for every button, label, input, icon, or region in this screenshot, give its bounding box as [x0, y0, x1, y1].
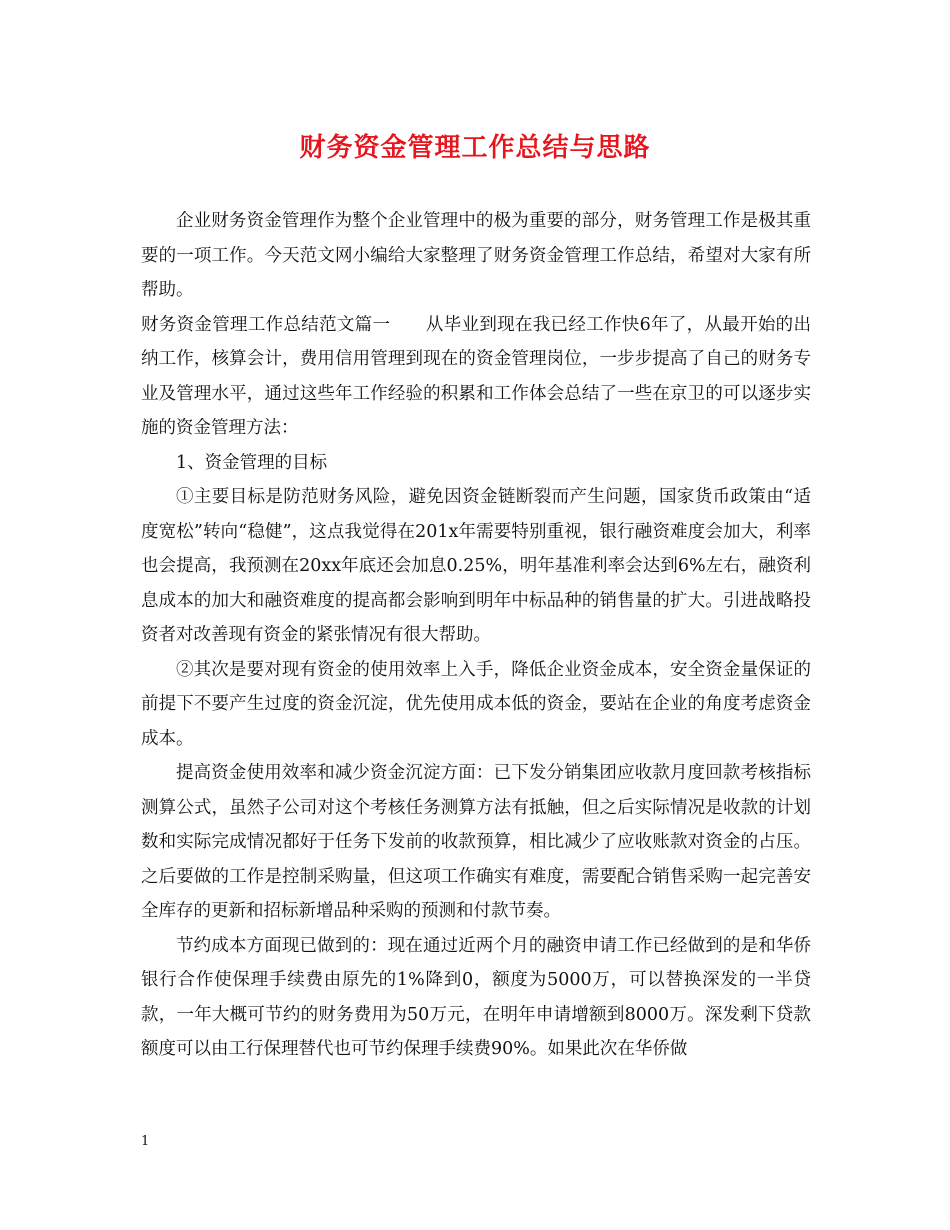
section-heading-goals: 1、资金管理的目标 — [176, 452, 328, 473]
paragraph-sample-one: 财务资金管理工作总结范文篇一 从毕业到现在我已经工作快6年了，从最开始的出纳工作，核算会计，费用信用管理到现在的资金管理岗位，一步步提高了自己的财务专业及管理水平，通过这些年工作经验的积累和工作体会总结了一些在京卫的可以逐步实施的资金管理方法： — [141, 314, 811, 438]
paragraph-secondary-goal: ②其次是要对现有资金的使用效率上入手，降低企业资金成本，安全资金量保证的前提下不要产生过度的资金沉淀，优先使用成本低的资金，要站在企业的角度考虑资金成本。 — [141, 659, 811, 749]
document-title: 财务资金管理工作总结与思路 — [299, 133, 651, 163]
paragraph-main-goal: ①主要目标是防范财务风险，避免因资金链断裂而产生问题，国家货币政策由“适度宽松”转向“稳健”，这点我觉得在201x年需要特别重视，银行融资难度会加大，利率也会提高，我预测在20xx年底还会加息0.25%，明年基准利率会达到6%左右，融资利息成本的加大和融资难度的提高都会影响到明年中标品种的销售量的扩大。引进战略投资者对改善现有资金的紧张情况有很大帮助。 — [141, 487, 811, 645]
document-body — [141, 204, 811, 1067]
page-number: 1 — [141, 1134, 150, 1149]
paragraph-efficiency: 提高资金使用效率和减少资金沉淀方面：已下发分销集团应收款月度回款考核指标测算公式，虽然子公司对这个考核任务测算方法有抵触，但之后实际情况是收款的计划数和实际完成情况都好于任务下发前的收款预算，相比减少了应收账款对资金的占压。之后要做的工作是控制采购量，但这项工作确实有难度，需要配合销售采购一起完善安全库存的更新和招标新增品种采购的预测和付款节奏。 — [141, 763, 811, 921]
paragraph-cost-saving: 节约成本方面现已做到的：现在通过近两个月的融资申请工作已经做到的是和华侨银行合作使保理手续费由原先的1%降到0，额度为5000万，可以替换深发的一半贷款，一年大概可节约的财务费用为50万元，在明年申请增额到8000万。深发剩下贷款额度可以由工行保理替代也可节约保理手续费90%。如果此次在华侨做 — [141, 935, 811, 1059]
paragraph-intro: 企业财务资金管理作为整个企业管理中的极为重要的部分，财务管理工作是极其重要的一项工作。今天范文网小编给大家整理了财务资金管理工作总结，希望对大家有所帮助。 — [141, 211, 811, 300]
